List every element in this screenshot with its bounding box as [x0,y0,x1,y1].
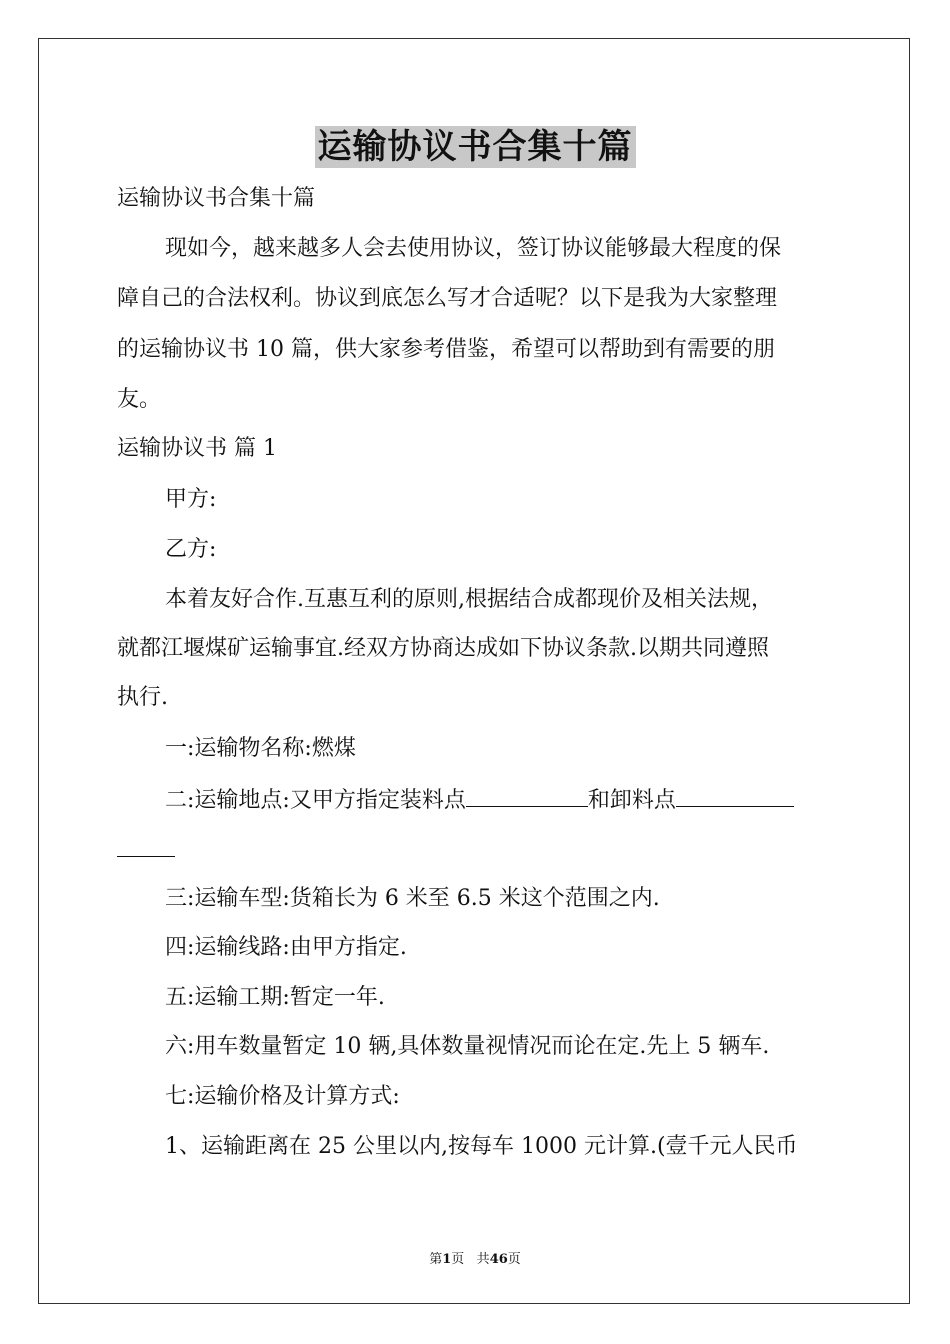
clause-1: 一:运输物名称:燃煤 [165,736,356,761]
clause-3: 三:运输车型:货箱长为 6 米至 6.5 米这个范围之内. [165,886,660,911]
clause-2 [165,786,794,815]
title-container [0,126,950,168]
intro-line-1: 现如今，越来越多人会去使用协议，签订协议能够最大程度的保 [165,236,782,261]
intro-line-3: 的运输协议书 10 篇，供大家参考借鉴，希望可以帮助到有需要的朋 [117,337,775,362]
clause-7-item-1: 1、运输距离在 25 公里以内,按每车 1000 元计算.(壹千元人民币 [165,1134,798,1159]
principle-line-1: 本着友好合作.互惠互利的原则,根据结合成都现价及相关法规， [165,587,773,612]
clause-2-continuation [117,836,175,865]
intro-line-4: 友。 [117,387,162,412]
page-prefix: 第 [429,1252,443,1267]
page-suffix: 页 [451,1252,465,1267]
clause-2-middle: 和卸料点 [587,788,676,813]
document-title: 运输协议书合集十篇 [315,126,636,168]
total-prefix: 共 [476,1252,490,1267]
total-pages: 46 [489,1252,508,1267]
page-number: 1 [442,1252,452,1267]
principle-line-2: 就都江堰煤矿运输事宜.经双方协商达成如下协议条款.以期共同遵照 [117,636,769,661]
unload-point-blank-continued [117,836,175,857]
unload-point-blank [676,786,794,807]
party-a-label: 甲方: [165,487,217,512]
page-border [38,38,910,1304]
clause-6: 六:用车数量暂定 10 辆,具体数量视情况而论在定.先上 5 辆车. [165,1034,770,1059]
clause-2-prefix: 二:运输地点:又甲方指定装料点 [165,788,466,813]
document-subtitle: 运输协议书合集十篇 [117,186,316,211]
clause-5: 五:运输工期:暂定一年. [165,985,385,1010]
clause-4: 四:运输线路:由甲方指定. [165,935,407,960]
page-footer [0,1248,950,1267]
intro-line-2: 障自己的合法权利。协议到底怎么写才合适呢？以下是我为大家整理 [117,286,778,311]
load-point-blank [466,786,588,807]
section-heading: 运输协议书 篇 1 [117,436,277,461]
clause-7: 七:运输价格及计算方式: [165,1084,400,1109]
party-b-label: 乙方: [165,537,217,562]
total-suffix: 页 [507,1252,521,1267]
principle-line-3: 执行. [117,685,168,710]
